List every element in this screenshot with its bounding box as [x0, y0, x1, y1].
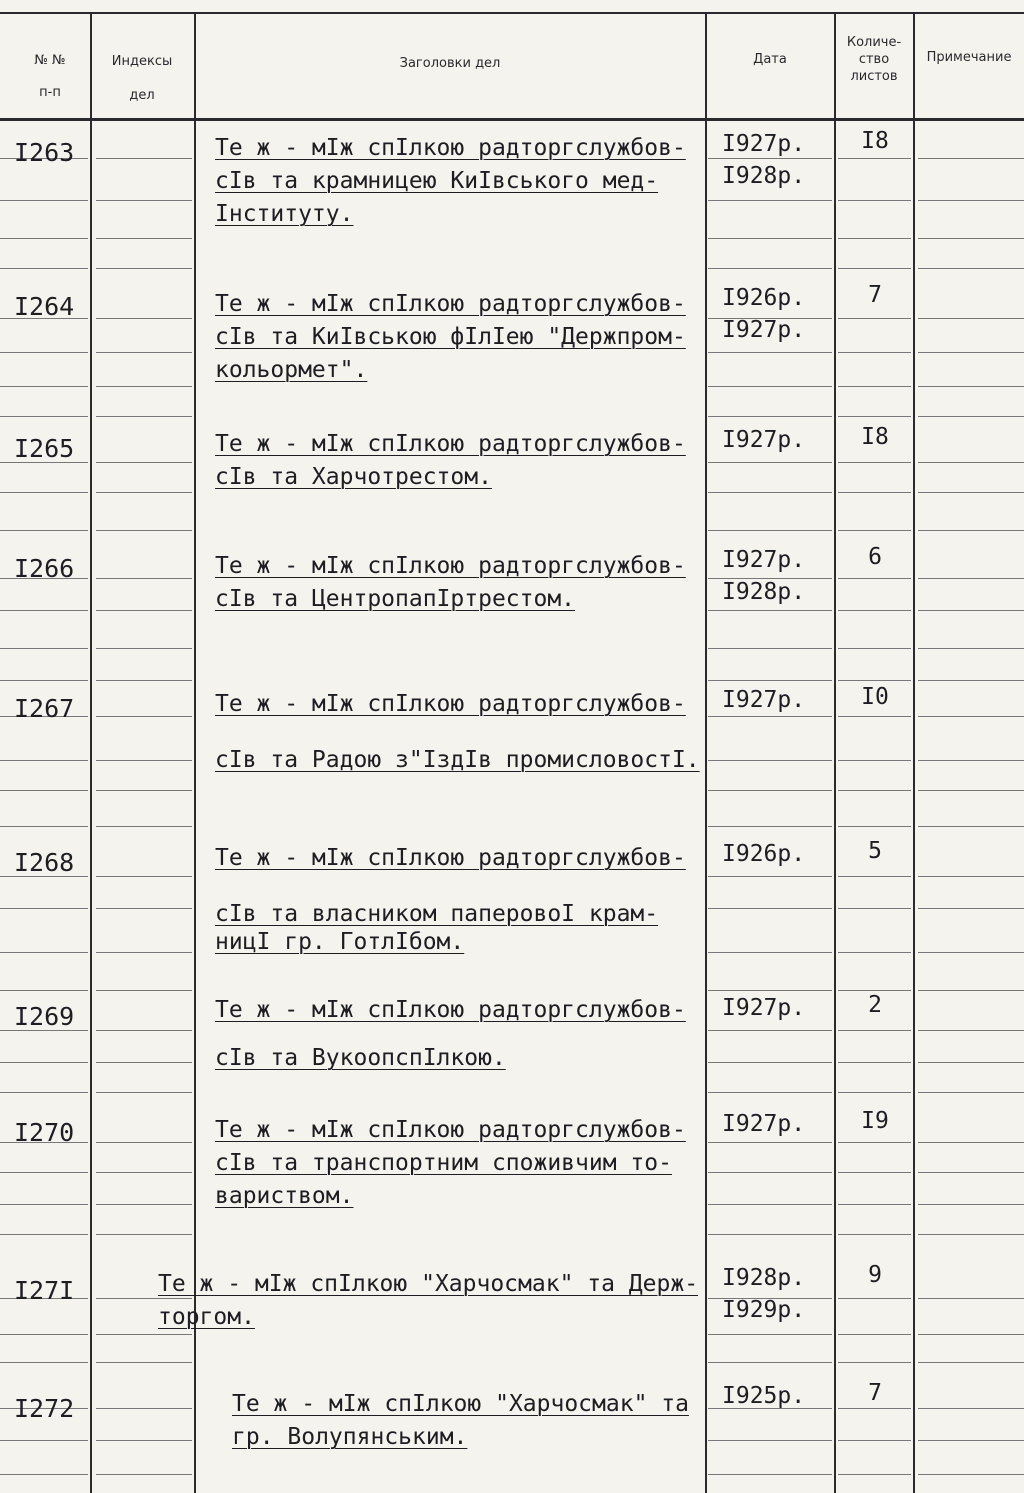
ruled-line	[838, 610, 911, 611]
ruled-line	[96, 386, 192, 387]
row-title: Те ж - мІж спІлкою радторгслужбов- cІв та крамницею КиІвського мед- Інституту.	[215, 135, 686, 227]
ruled-line	[838, 238, 911, 239]
ruled-line	[918, 462, 1024, 463]
row-number: I267	[14, 694, 75, 723]
ruled-line	[708, 680, 832, 681]
ruled-line	[0, 530, 88, 531]
row-title: Те ж - мІж спІлкою радторгслужбов- cІв та ЦентропапІртрестом.	[215, 553, 686, 612]
ruled-line	[0, 386, 88, 387]
ruled-line	[96, 200, 192, 201]
ruled-line	[708, 1030, 832, 1031]
ruled-line	[708, 416, 832, 417]
header-top-rule	[0, 12, 1024, 14]
ruled-line	[918, 680, 1024, 681]
ruled-line	[838, 1474, 911, 1475]
column-divider	[913, 12, 915, 1493]
row-number: I27I	[14, 1276, 75, 1305]
ruled-line	[838, 386, 911, 387]
ruled-line	[96, 492, 192, 493]
ruled-line	[96, 1408, 192, 1409]
ruled-line	[0, 1334, 88, 1335]
row-date: I926р.	[722, 841, 806, 867]
ruled-line	[918, 760, 1024, 761]
row-count: I9	[861, 1108, 889, 1134]
header-titles: Заголовки дел	[399, 56, 501, 71]
ruled-line	[838, 492, 911, 493]
header-count: Количе- ство листов	[846, 35, 902, 84]
row-count: 2	[868, 992, 882, 1018]
row-date: I927р. I928р.	[722, 547, 806, 605]
ruled-line	[838, 200, 911, 201]
row-title: Те ж - мІж спІлкою "Харчосмак" та гр. Волупянським.	[232, 1391, 689, 1450]
ruled-line	[0, 1092, 88, 1093]
ruled-line	[708, 1234, 832, 1235]
ruled-line	[708, 790, 832, 791]
ruled-line	[0, 268, 88, 269]
ruled-line	[96, 648, 192, 649]
ruled-line	[96, 790, 192, 791]
ruled-line	[0, 610, 88, 611]
ruled-line	[96, 716, 192, 717]
ruled-line	[0, 1062, 88, 1063]
ruled-line	[0, 790, 88, 791]
ruled-line	[918, 1440, 1024, 1441]
ruled-line	[708, 1062, 832, 1063]
ruled-line	[708, 952, 832, 953]
ruled-line	[0, 990, 88, 991]
ruled-line	[0, 238, 88, 239]
ruled-line	[96, 680, 192, 681]
ruled-line	[0, 492, 88, 493]
ruled-line	[0, 352, 88, 353]
row-title: Те ж - мІж спІлкою радторгслужбов- cІв та власником паперовоІ крам- ницІ гр. ГотлІбом.	[215, 845, 686, 955]
row-number: I269	[14, 1002, 75, 1031]
ruled-line	[0, 200, 88, 201]
ruled-line	[708, 492, 832, 493]
ruled-line	[96, 1142, 192, 1143]
ruled-line	[96, 610, 192, 611]
row-count: I8	[861, 128, 889, 154]
row-number: I265	[14, 434, 75, 463]
row-date: I928р. I929р.	[722, 1265, 806, 1323]
row-date: I927р. I928р.	[722, 131, 806, 189]
ruled-line	[96, 462, 192, 463]
row-number: I270	[14, 1118, 75, 1147]
ruled-line	[918, 492, 1024, 493]
ruled-line	[918, 876, 1024, 877]
ruled-line	[96, 416, 192, 417]
ruled-line	[918, 1334, 1024, 1335]
ruled-line	[838, 760, 911, 761]
row-title: Те ж - мІж спІлкою "Харчосмак" та Держ- торгом.	[158, 1271, 699, 1330]
ruled-line	[918, 826, 1024, 827]
ruled-line	[838, 1204, 911, 1205]
row-title: Те ж - мІж спІлкою радторгслужбов- cІв та ВукоопспІлкою.	[215, 997, 686, 1071]
ruled-line	[96, 1062, 192, 1063]
ruled-line	[838, 416, 911, 417]
ruled-line	[96, 530, 192, 531]
row-title: Те ж - мІж спІлкою радторгслужбов- cІв та КиІвською фІлІею "Держпром- кольормет".	[215, 291, 686, 383]
ruled-line	[838, 1234, 911, 1235]
column-divider	[90, 12, 92, 1493]
row-number: I266	[14, 554, 75, 583]
ruled-line	[918, 952, 1024, 953]
ruled-line	[918, 352, 1024, 353]
ruled-line	[918, 530, 1024, 531]
ruled-line	[918, 790, 1024, 791]
ruled-line	[96, 318, 192, 319]
ruled-line	[96, 1362, 192, 1363]
ruled-line	[918, 386, 1024, 387]
ruled-line	[0, 1204, 88, 1205]
row-number: I268	[14, 848, 75, 877]
ruled-line	[838, 1440, 911, 1441]
ruled-line	[708, 908, 832, 909]
ruled-line	[96, 352, 192, 353]
ruled-line	[918, 1234, 1024, 1235]
ruled-line	[0, 952, 88, 953]
ruled-line	[838, 790, 911, 791]
ruled-line	[918, 648, 1024, 649]
row-count: 9	[868, 1262, 882, 1288]
ruled-line	[96, 158, 192, 159]
ruled-line	[96, 1172, 192, 1173]
header-date: Дата	[753, 52, 787, 67]
ruled-line	[96, 578, 192, 579]
ruled-line	[918, 578, 1024, 579]
row-count: I8	[861, 424, 889, 450]
ruled-line	[96, 1334, 192, 1335]
ruled-line	[0, 908, 88, 909]
ruled-line	[838, 1362, 911, 1363]
row-date: I927р.	[722, 427, 806, 453]
ruled-line	[918, 990, 1024, 991]
row-title: Те ж - мІж спІлкою радторгслужбов- cІв та транспортним споживчим то- вариством.	[215, 1117, 686, 1209]
ruled-line	[0, 1172, 88, 1173]
ruled-line	[918, 1142, 1024, 1143]
ruled-line	[708, 1172, 832, 1173]
ruled-line	[838, 268, 911, 269]
row-count: 7	[868, 1380, 882, 1406]
ruled-line	[0, 1362, 88, 1363]
ruled-line	[708, 1474, 832, 1475]
ruled-line	[918, 318, 1024, 319]
ruled-line	[838, 876, 911, 877]
ruled-line	[96, 1474, 192, 1475]
ruled-line	[918, 268, 1024, 269]
row-title: Те ж - мІж спІлкою радторгслужбов- cІв та Радою з"ІздІв промисловостІ.	[215, 691, 700, 773]
ruled-line	[918, 200, 1024, 201]
header-bottom-rule	[0, 118, 1024, 121]
ruled-line	[96, 1440, 192, 1441]
ruled-line	[96, 268, 192, 269]
ruled-line	[708, 760, 832, 761]
ruled-line	[0, 826, 88, 827]
ruled-line	[918, 1474, 1024, 1475]
row-date: I925р.	[722, 1383, 806, 1409]
row-date: I927р.	[722, 995, 806, 1021]
row-date: I926р. I927р.	[722, 285, 806, 343]
ruled-line	[708, 238, 832, 239]
ruled-line	[838, 1030, 911, 1031]
ruled-line	[838, 1142, 911, 1143]
row-number: I263	[14, 138, 75, 167]
ruled-line	[838, 1408, 911, 1409]
ruled-line	[0, 1234, 88, 1235]
ruled-line	[838, 908, 911, 909]
row-count: 5	[868, 838, 882, 864]
ruled-line	[708, 1334, 832, 1335]
ruled-line	[838, 318, 911, 319]
row-count: 7	[868, 282, 882, 308]
ruled-line	[838, 990, 911, 991]
ruled-line	[838, 530, 911, 531]
ruled-line	[708, 530, 832, 531]
ruled-line	[96, 1204, 192, 1205]
ruled-line	[838, 826, 911, 827]
ruled-line	[0, 1440, 88, 1441]
ruled-line	[918, 1172, 1024, 1173]
ruled-line	[708, 352, 832, 353]
ruled-line	[0, 648, 88, 649]
ruled-line	[708, 1092, 832, 1093]
ruled-line	[838, 578, 911, 579]
ruled-line	[96, 1030, 192, 1031]
ruled-line	[918, 238, 1024, 239]
row-number: I272	[14, 1394, 75, 1423]
ruled-line	[708, 386, 832, 387]
header-index: Индексы дел	[111, 54, 173, 103]
ruled-line	[708, 462, 832, 463]
ruled-line	[96, 1092, 192, 1093]
header-note: Примечание	[926, 50, 1012, 65]
ruled-line	[96, 876, 192, 877]
ruled-line	[0, 680, 88, 681]
ruled-line	[96, 826, 192, 827]
ruled-line	[918, 416, 1024, 417]
ruled-line	[708, 200, 832, 201]
ruled-line	[918, 1408, 1024, 1409]
ruled-line	[838, 462, 911, 463]
header-number: № № п-п	[34, 53, 66, 100]
ruled-line	[918, 1298, 1024, 1299]
ruled-line	[708, 826, 832, 827]
ruled-line	[838, 952, 911, 953]
ruled-line	[918, 716, 1024, 717]
ruled-line	[838, 1092, 911, 1093]
ruled-line	[838, 1172, 911, 1173]
ruled-line	[96, 990, 192, 991]
ruled-line	[838, 1298, 911, 1299]
ruled-line	[708, 1142, 832, 1143]
ruled-line	[96, 952, 192, 953]
ruled-line	[918, 1030, 1024, 1031]
ruled-line	[838, 680, 911, 681]
row-count: I0	[861, 684, 889, 710]
ruled-line	[918, 158, 1024, 159]
row-date: I927р.	[722, 1111, 806, 1137]
ruled-line	[838, 1062, 911, 1063]
ruled-line	[708, 876, 832, 877]
ruled-line	[96, 1234, 192, 1235]
ruled-line	[0, 760, 88, 761]
ruled-line	[708, 648, 832, 649]
ruled-line	[918, 1362, 1024, 1363]
ruled-line	[838, 1334, 911, 1335]
column-divider	[834, 12, 836, 1493]
ruled-line	[708, 990, 832, 991]
ruled-line	[708, 1204, 832, 1205]
ruled-line	[96, 760, 192, 761]
row-number: I264	[14, 292, 75, 321]
ruled-line	[838, 716, 911, 717]
ruled-line	[96, 908, 192, 909]
ruled-line	[708, 610, 832, 611]
ruled-line	[708, 268, 832, 269]
ruled-line	[918, 908, 1024, 909]
ruled-line	[918, 1204, 1024, 1205]
ruled-line	[708, 716, 832, 717]
ruled-line	[838, 352, 911, 353]
ruled-line	[918, 610, 1024, 611]
ruled-line	[0, 416, 88, 417]
row-date: I927р.	[722, 687, 806, 713]
row-title: Те ж - мІж спІлкою радторгслужбов- cІв та Харчотрестом.	[215, 431, 686, 490]
ruled-line	[918, 1062, 1024, 1063]
ruled-line	[838, 158, 911, 159]
row-count: 6	[868, 544, 882, 570]
ruled-line	[838, 648, 911, 649]
ruled-line	[918, 1092, 1024, 1093]
ruled-line	[96, 238, 192, 239]
ruled-line	[708, 1362, 832, 1363]
ruled-line	[0, 1474, 88, 1475]
